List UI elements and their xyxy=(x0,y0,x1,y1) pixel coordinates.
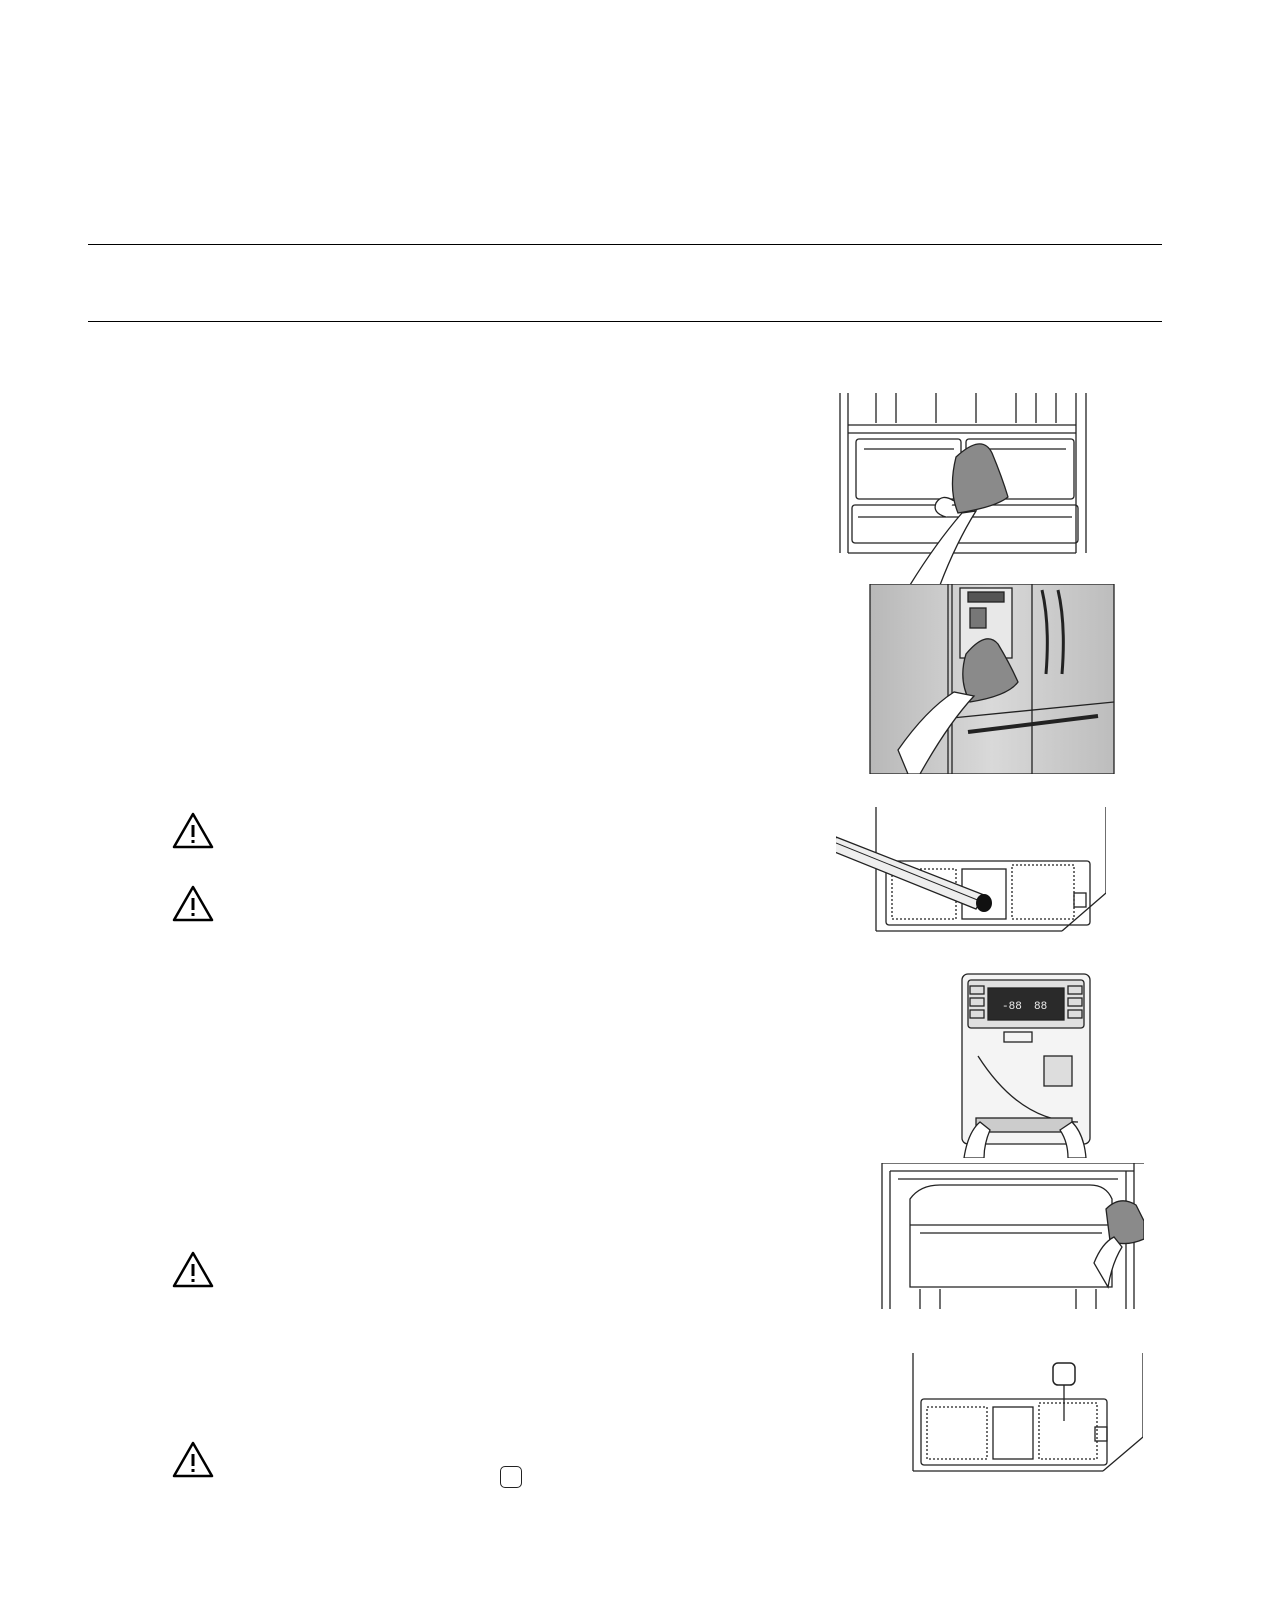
callout-label-box xyxy=(500,1466,522,1488)
svg-text:88: 88 xyxy=(1034,1001,1048,1013)
warning-triangle-icon xyxy=(172,812,214,849)
warning-triangle-icon xyxy=(172,885,214,922)
freezer-bin-wiping-illustration xyxy=(880,1163,1144,1309)
vacuum-rear-cover-illustration xyxy=(836,807,1106,939)
fridge-door-wiping-illustration xyxy=(868,584,1116,774)
dispenser-tray-illustration xyxy=(960,972,1100,1158)
fridge-drawers-wiping-illustration xyxy=(836,393,1092,585)
header-bottom-rule xyxy=(88,321,1162,322)
header-top-rule xyxy=(88,244,1162,245)
warning-triangle-icon xyxy=(172,1441,214,1478)
rear-cover-callout-illustration xyxy=(907,1351,1143,1475)
svg-text:-88: -88 xyxy=(1002,1001,1022,1013)
warning-triangle-icon xyxy=(172,1251,214,1288)
